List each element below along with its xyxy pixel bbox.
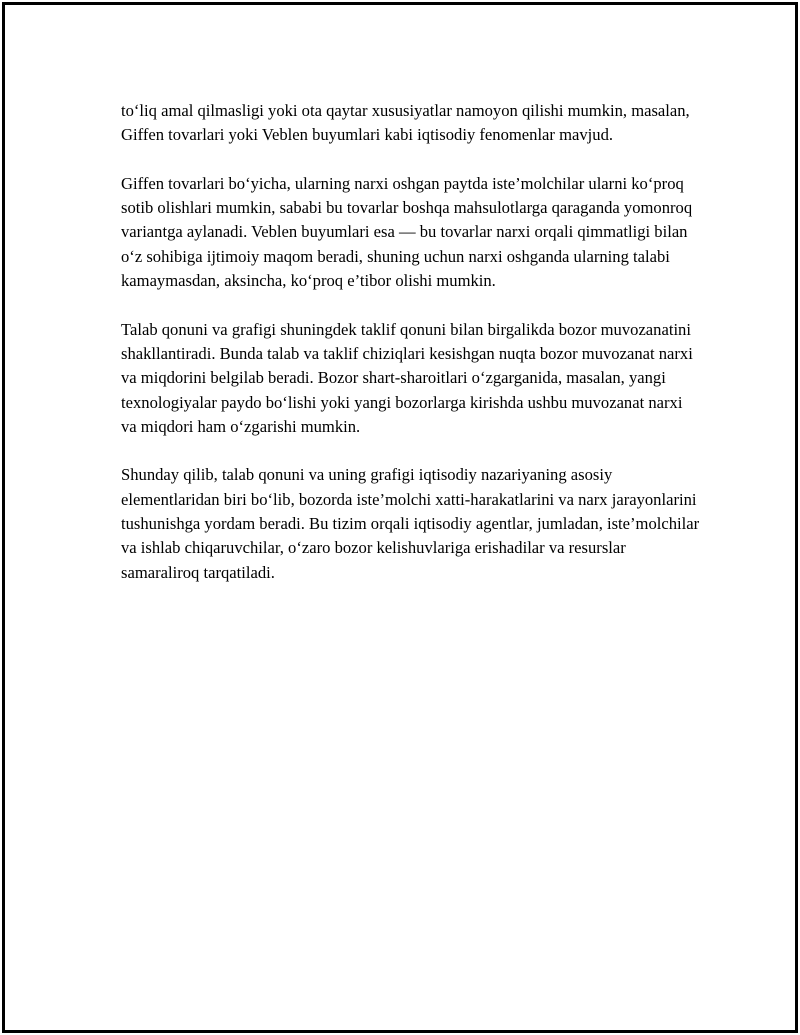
paragraph-1: to‘liq amal qilmasligi yoki ota qaytar xususiyatlar namoyon qilishi mumkin, masalan, Giffen tovarlari yoki Veblen buyumlari kabi iqtisodiy fenomenlar mavjud. [121,101,690,145]
paragraph-2: Giffen tovarlari bo‘yicha, ularning narxi oshgan paytda iste’molchilar ularni ko‘proq sotib olishlari mumkin, sababi bu tovarlar boshqa mahsulotlarga qaraganda yomonroq variantga aylanadi. Veblen buyumlari esa — bu tovarlar narxi orqali qimmatligi bilan o‘z sohibiga ijtimoiy maqom beradi, shuning uchun narxi oshganda ularning talabi kamaymasdan, aksincha, ko‘proq e’tibor olishi mumkin. [121,173,693,291]
page-border [2,2,798,1033]
paragraph-4: Shunday qilib, talab qonuni va uning grafigi iqtisodiy nazariyaning asosiy elementlaridan biri bo‘lib, bozorda iste’molchi xatti-harakatlarini va narx jarayonlarini tushunishga yordam beradi. Bu tizim orqali iqtisodiy agentlar, jumladan, iste’molchilar va ishlab chiqaruvchilar, o‘zaro bozor kelishuvlariga erishadilar va resurslar samaraliroq tarqatiladi. [121,465,700,582]
document-body [121,99,701,609]
paragraph-3: Talab qonuni va grafigi shuningdek taklif qonuni bilan birgalikda bozor muvozanatini shakllantiradi. Bunda talab va taklif chiziqlari kesishgan nuqta bozor muvozanat narxi va miqdorini belgilab beradi. Bozor shart-sharoitlari o‘zgarganida, masalan, yangi texnologiyalar paydo bo‘lishi yoki yangi bozorlarga kirishda ushbu muvozanat narxi va miqdori ham o‘zgarishi mumkin. [121,319,693,436]
